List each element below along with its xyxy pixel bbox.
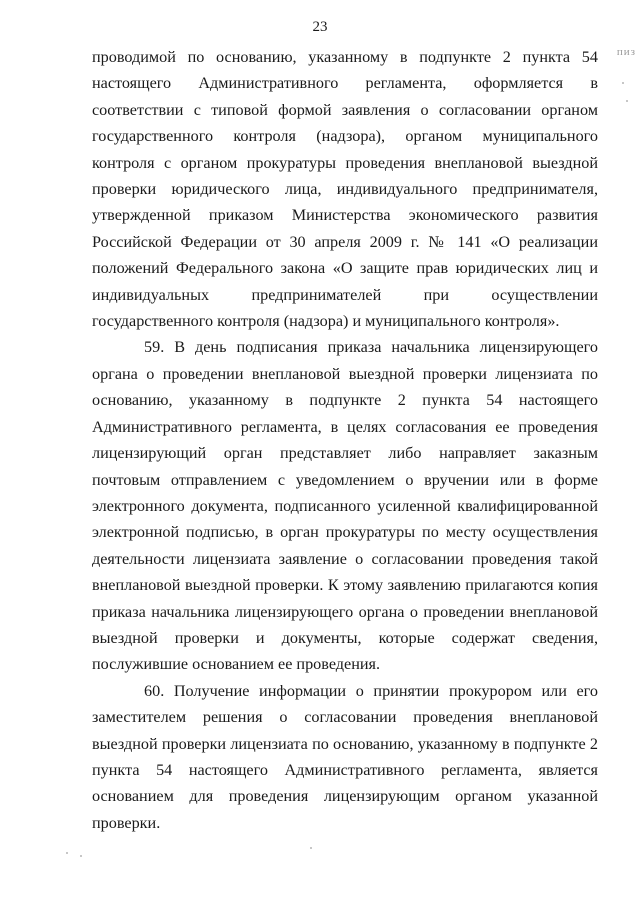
paragraph-59: 59. В день подписания приказа начальника лицензирующего органа о проведении внеплановой выездной проверки лицензиата по основанию, указанному в подпункте 2 пункта 54 настоящего Административного регламента, в целях согласования ее проведения лицензирующий орган представляет либо направляет заказным почтовым отправлением с уведомлением о вручении или в форме электронного документа, подписанного усиленной квалифицированной электронной подписью, в орган прокуратуры по месту осуществления деятельности лицензиата заявление о согласовании проведения такой внеплановой выездной проверки. К этому заявлению прилагаются копия приказа начальника лицензирующего органа о проведении внеплановой выездной проверки и документы, которые содержат сведения, послужившие основанием ее проведения. [92,338,598,674]
scan-speck [626,100,628,102]
scan-speck [310,847,312,849]
scan-speck [622,82,624,84]
body-text [92,44,598,836]
paragraph-60: 60. Получение информации о принятии прокурором или его заместителем решения о согласовании проведения внеплановой выездной проверки лицензиата по основанию, указанному в подпункте 2 пункта 54 настоящего Административного регламента, является основанием для проведения лицензирующим органом указанной проверки. [92,681,598,832]
page-number: 23 [312,19,328,35]
scan-speck [66,852,68,854]
scan-speck [80,855,82,857]
paragraph-continuation: проводимой по основанию, указанному в подпункте 2 пункта 54 настоящего Административного регламента, оформляется в соответствии с типовой формой заявления о согласовании органом государственного контроля (надзора), органом муниципального контроля с органом прокуратуры проведения внеплановой выездной проверки юридического лица, индивидуального предпринимателя, утвержденной приказом Министерства экономического развития Российской Федерации от 30 апреля 2009 г. № 141 «О реализации положений Федерального закона «О защите прав юридических лиц и индивидуальных предпринимателей при осуществлении государственного контроля (надзора) и муниципального контроля». [92,48,598,331]
margin-mark: пиз [616,46,636,58]
